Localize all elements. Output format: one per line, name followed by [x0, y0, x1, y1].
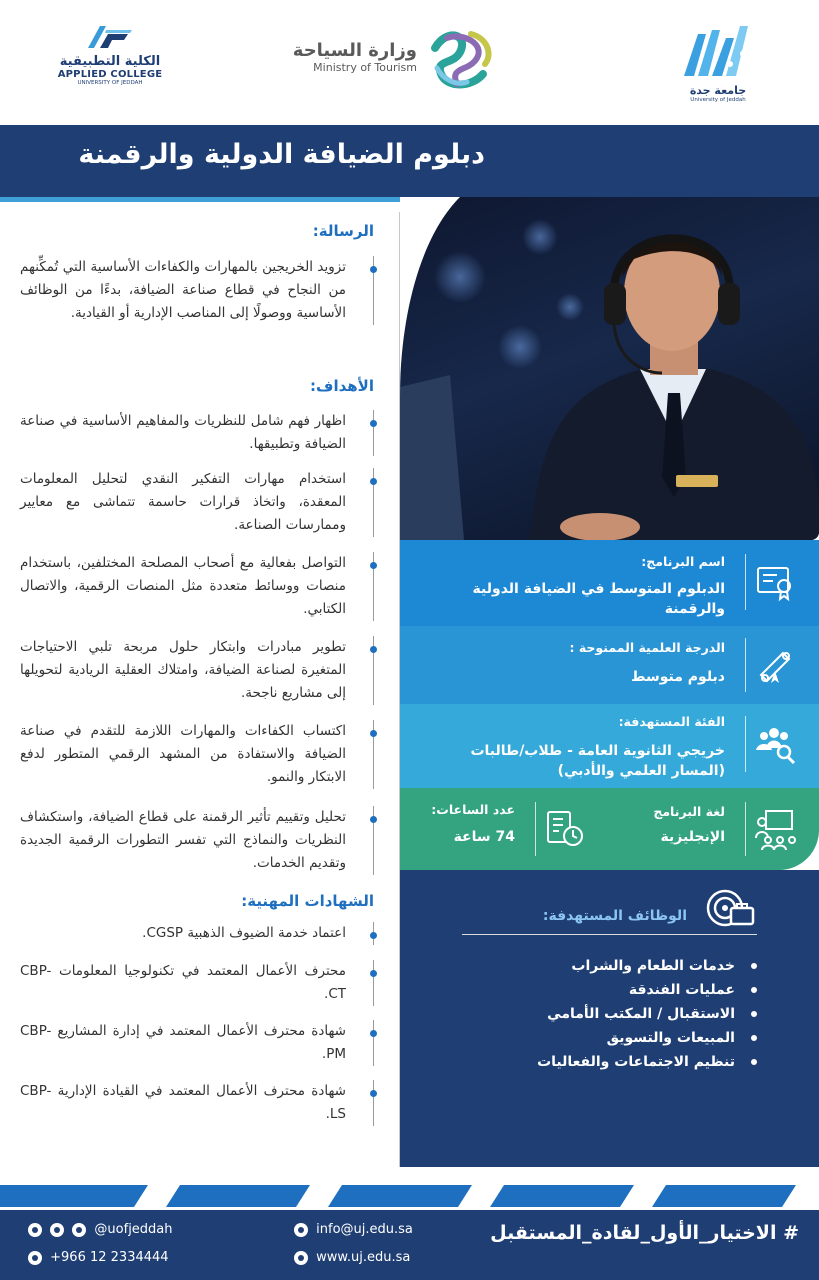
mission-heading: الرسالة:: [312, 222, 374, 240]
degree-label: الدرجة العلمية الممنوحة :: [569, 640, 725, 655]
applied-college-logo: [40, 22, 180, 86]
snapchat-icon: [50, 1223, 64, 1237]
goals-heading: الأهداف:: [310, 377, 374, 395]
university-of-jeddah-logo: [673, 24, 763, 103]
goal-item: تطوير مبادرات وابتكار حلول مربحة تلبي الاحتياجات المتغيرة لصناعة الضيافة، وامتلاك العقلية الريادية لتحويلها إلى مشاريع ناجحة.: [20, 636, 374, 705]
job-item: تنظيم الاجتماعات والفعاليات: [462, 1050, 757, 1074]
uj-name-en: University of Jeddah: [690, 97, 746, 103]
certs-heading: الشهادات المهنية:: [241, 892, 374, 910]
language-value: الإنجليزية: [660, 829, 725, 845]
social-handle[interactable]: [28, 1222, 173, 1237]
goal-item: اكتساب الكفاءات والمهارات اللازمة للتقدم في صناعة الضيافة والاستفادة من المشهد الرقمي المتطور لدفع الابتكار والنمو.: [20, 720, 374, 789]
program-value-line1: الدبلوم المتوسط في الضيافة الدولية: [472, 581, 725, 597]
jobs-heading: الوظائف المستهدفة:: [542, 908, 687, 924]
program-value-line2: والرقمنة: [664, 601, 725, 617]
header-logos: [0, 0, 819, 125]
footer: [0, 1210, 819, 1280]
phone-contact[interactable]: [28, 1250, 169, 1265]
uj-emblem-icon: [680, 24, 756, 80]
page-title: دبلوم الضيافة الدولية والرقمنة: [78, 139, 485, 170]
audience-label: الفئة المستهدفة:: [618, 714, 725, 729]
college-name-ar: الكلية التطبيقية: [59, 54, 161, 69]
title-band: [0, 125, 819, 197]
social-handle-text: @uofjeddah: [94, 1222, 173, 1237]
language-hours-box: [400, 788, 819, 870]
email-icon: [294, 1223, 308, 1237]
phone-text: +966 12 2334444: [50, 1250, 169, 1265]
goal-item: التواصل بفعالية مع أصحاب المصلحة المختلفين، باستخدام منصات ووسائط متعددة مثل المنصات الرقمية، والاتصال الكتابي.: [20, 552, 374, 621]
goal-item: اظهار فهم شامل للنظريات والمفاهيم الأساسية في صناعة الضيافة وتطبيقها.: [20, 410, 374, 456]
applied-college-mark-icon: [86, 22, 134, 50]
goal-item: تحليل وتقييم تأثير الرقمنة على قطاع الضيافة، واستكشاف النظريات والنماذج التي تفسر التطورات الرقمية الجديدة وتقديم الخدمات.: [20, 806, 374, 875]
ministry-name-en: Ministry of Tourism: [313, 61, 417, 74]
ministry-name-ar: وزارة السياحة: [292, 40, 417, 61]
job-item: المبيعات والتسويق: [462, 1026, 757, 1050]
presentation-icon: [745, 802, 803, 856]
cert-item: اعتماد خدمة الضيوف الذهبية CGSP.: [20, 922, 374, 945]
uj-name-ar: جامعة جدة: [689, 84, 747, 97]
target-jobs-panel: [400, 870, 819, 1167]
jobs-divider: [462, 934, 757, 935]
degree-box: [400, 626, 819, 704]
college-subtitle: UNIVERSITY OF JEDDAH: [77, 80, 143, 86]
job-item: خدمات الطعام والشراب: [462, 954, 757, 978]
email-contact[interactable]: [294, 1222, 413, 1237]
target-audience-box: [400, 704, 819, 788]
photo-corner-mask: [400, 197, 819, 540]
email-text: info@uj.edu.sa: [316, 1222, 413, 1237]
ministry-emblem-icon: [427, 28, 497, 94]
instagram-icon: [28, 1223, 42, 1237]
cert-item: شهادة محترف الأعمال المعتمد في إدارة المشاريع CBP-PM.: [20, 1020, 374, 1066]
footer-stripes: [0, 1183, 819, 1207]
cert-item: شهادة محترف الأعمال المعتمد في القيادة الإدارية CBP-LS.: [20, 1080, 374, 1126]
phone-icon: [28, 1251, 42, 1265]
certificate-icon: [745, 554, 803, 610]
text-column: [0, 212, 392, 1167]
diploma-scroll-icon: [745, 638, 803, 692]
footer-hashtag: # الاختيار_الأول_لقادة_المستقبل: [490, 1222, 799, 1244]
website-link[interactable]: [294, 1250, 410, 1265]
job-item: الاستقبال / المكتب الأمامي: [462, 1002, 757, 1026]
ministry-tourism-logo: [292, 28, 497, 98]
group-search-icon: [745, 716, 803, 772]
hours-label: عدد الساعات:: [431, 802, 515, 817]
job-item: عمليات الفندقة: [462, 978, 757, 1002]
website-text: www.uj.edu.sa: [316, 1250, 411, 1265]
audience-value-line2: (المسار العلمي والأدبي): [557, 763, 725, 779]
hours-value: 74 ساعة: [453, 829, 515, 845]
mission-text: تزويد الخريجين بالمهارات والكفاءات الأساسية التي تُمكِّنهم من النجاح في قطاع صناعة الضيافة، بدءًا من الوظائف الأساسية ووصولًا إلى المناصب الإدارية أو القيادية.: [20, 256, 374, 325]
program-name-box: [400, 540, 819, 626]
goal-item: استخدام مهارات التفكير النقدي لتحليل المعلومات المعقدة، واتخاذ قرارات حاسمة تتماشى مع معايير وممارسات الصناعة.: [20, 468, 374, 537]
target-briefcase-icon: [705, 888, 757, 928]
jobs-list: [462, 954, 757, 1074]
college-name-en: APPLIED COLLEGE: [57, 69, 163, 80]
clock-checklist-icon: [535, 802, 593, 856]
cert-item: محترف الأعمال المعتمد في تكنولوجيا المعلومات CBP-CT.: [20, 960, 374, 1006]
globe-icon: [294, 1251, 308, 1265]
twitter-icon: [72, 1223, 86, 1237]
degree-value: دبلوم متوسط: [631, 669, 725, 685]
language-label: لغة البرنامج: [653, 804, 725, 819]
audience-value-line1: خريجي الثانوية العامة - طلاب/طالبات: [470, 743, 725, 759]
hero-photo: [400, 197, 819, 540]
program-label: اسم البرنامج:: [641, 554, 725, 569]
